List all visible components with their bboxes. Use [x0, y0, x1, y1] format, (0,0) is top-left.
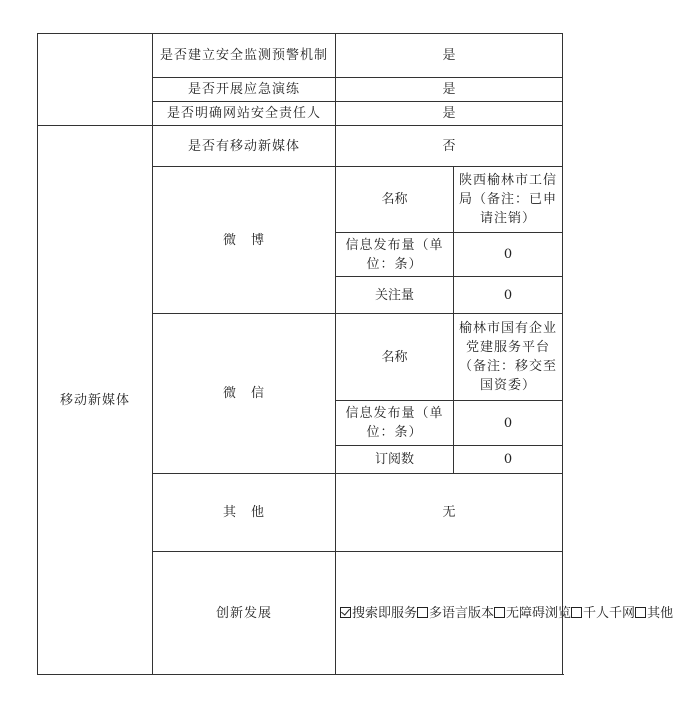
innovation-option: [417, 606, 494, 621]
innovation-option: [571, 606, 635, 621]
weibo-label: 微 博: [153, 167, 336, 314]
warning-mechanism-value: 是: [336, 34, 563, 78]
wechat-name-value: 榆林市国有企业党建服务平台（备注：移交至国资委）: [454, 314, 563, 401]
innovation-option: [635, 606, 673, 621]
mobile-media-section-label: 移动新媒体: [38, 126, 153, 675]
wechat-subscribe-label: 订阅数: [336, 446, 454, 474]
weibo-name-label: 名称: [336, 167, 454, 233]
weibo-name-value: 陕西榆林市工信局（备注：已申请注销）: [454, 167, 563, 233]
report-table: [37, 33, 673, 675]
emergency-drill-value: 是: [336, 78, 563, 102]
wechat-publish-label: 信息发布量（单位：条）: [336, 401, 454, 446]
innovation-option-label: 千人千网: [583, 605, 636, 621]
checkbox-icon[interactable]: [635, 607, 646, 618]
innovation-options: [336, 552, 673, 675]
security-responsible-label: 是否明确网站安全责任人: [153, 102, 336, 126]
innovation-checkbox-list: [340, 604, 673, 623]
checkbox-icon[interactable]: [417, 607, 428, 618]
weibo-publish-label: 信息发布量（单位：条）: [336, 233, 454, 277]
table-row: [38, 34, 563, 78]
has-mobile-media-label: 是否有移动新媒体: [153, 126, 336, 167]
warning-mechanism-label: 是否建立安全监测预警机制: [153, 34, 336, 78]
innovation-option-label: 其他: [647, 605, 673, 621]
wechat-label: 微 信: [153, 314, 336, 474]
innovation-option: [340, 606, 417, 621]
innovation-option: [494, 606, 571, 621]
innovation-option-label: 多语言版本: [429, 605, 495, 621]
table-row: [38, 126, 563, 167]
wechat-subscribe-value: 0: [454, 446, 563, 474]
has-mobile-media-value: 否: [336, 126, 563, 167]
weibo-follow-label: 关注量: [336, 277, 454, 314]
innovation-option-label: 搜索即服务: [352, 605, 418, 621]
checked-checkbox-icon[interactable]: [340, 607, 351, 618]
emergency-drill-label: 是否开展应急演练: [153, 78, 336, 102]
checkbox-icon[interactable]: [494, 607, 505, 618]
weibo-follow-value: 0: [454, 277, 563, 314]
weibo-publish-value: 0: [454, 233, 563, 277]
security-responsible-value: 是: [336, 102, 563, 126]
innovation-section-label: 创新发展: [153, 552, 336, 675]
blank-cell: [38, 34, 153, 126]
innovation-option-label: 无障碍浏览: [506, 605, 572, 621]
wechat-publish-value: 0: [454, 401, 563, 446]
other-media-label: 其 他: [153, 474, 336, 552]
checkbox-icon[interactable]: [571, 607, 582, 618]
other-media-value: 无: [336, 474, 563, 552]
wechat-name-label: 名称: [336, 314, 454, 401]
